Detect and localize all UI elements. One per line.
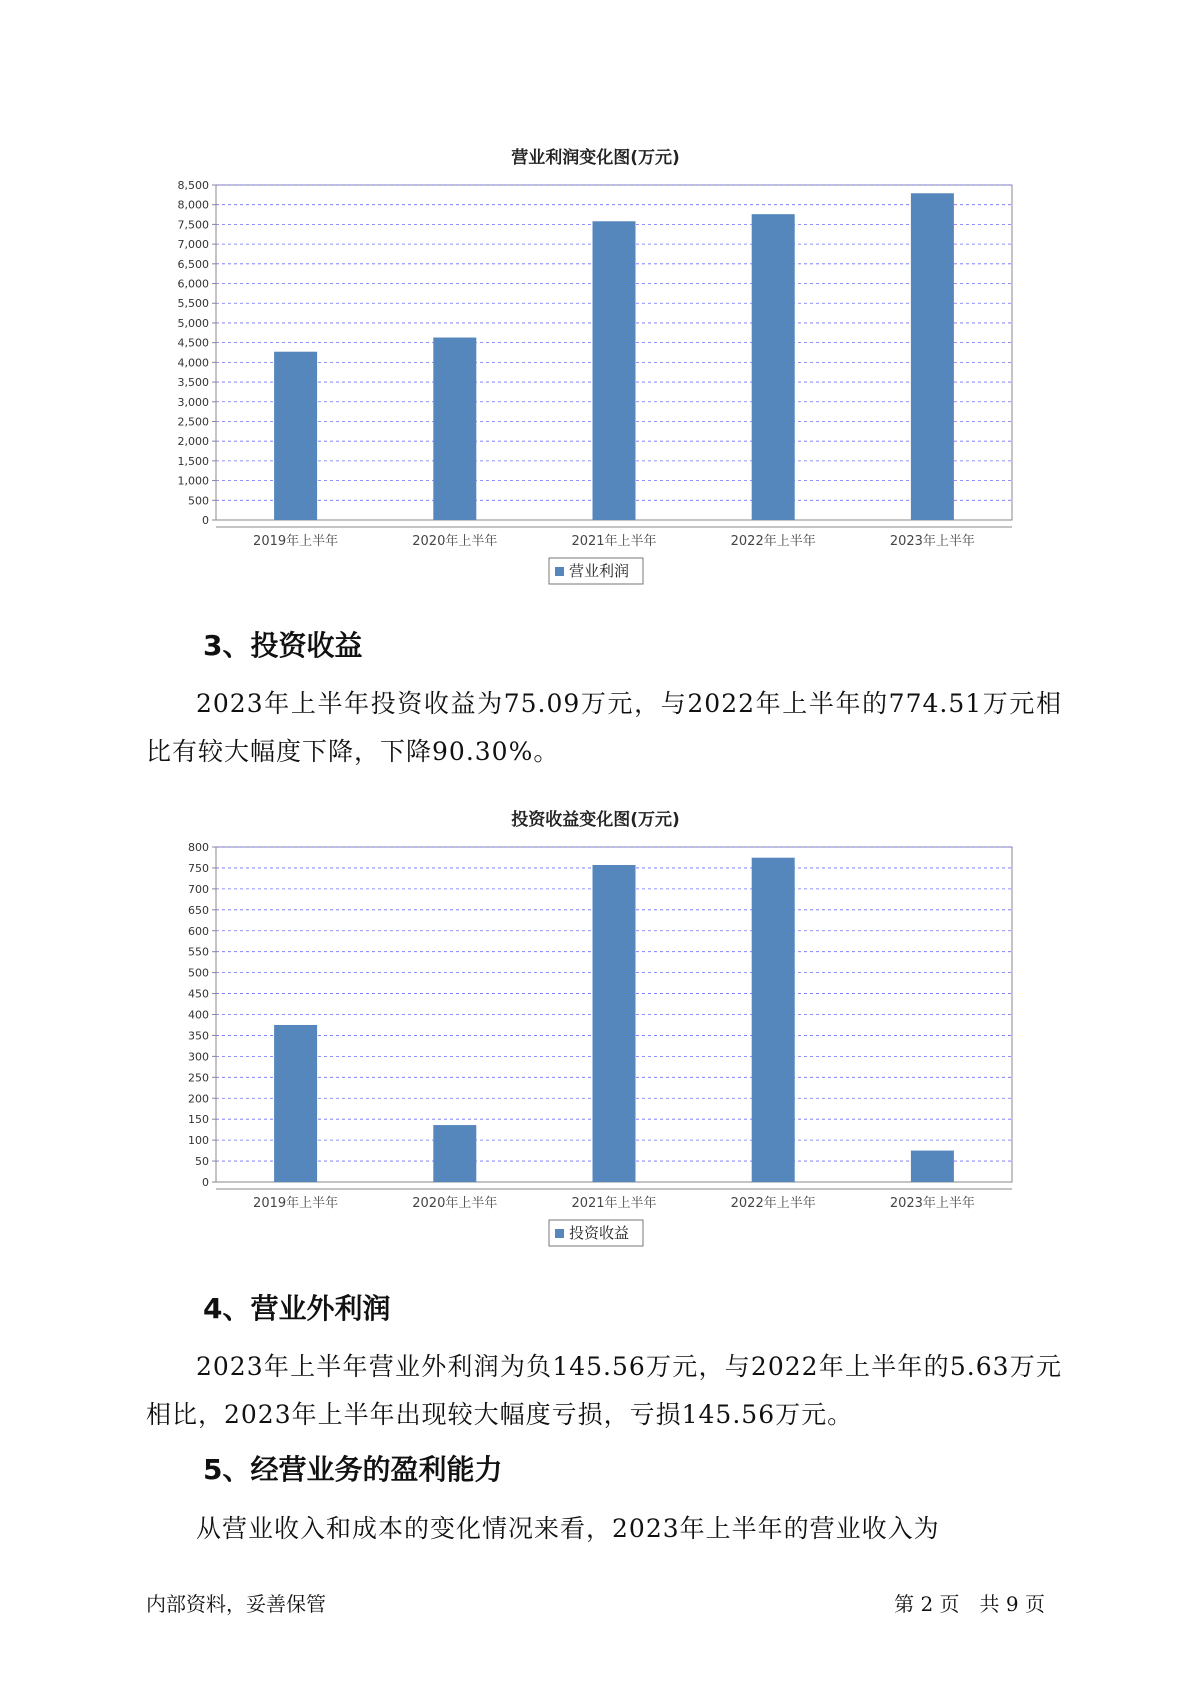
- y-tick-label: 3,000: [177, 395, 209, 409]
- y-tick-label: 350: [188, 1029, 209, 1043]
- legend-label: 营业利润: [569, 562, 630, 580]
- y-tick-label: 450: [188, 987, 209, 1001]
- y-tick-label: 8,500: [177, 179, 209, 192]
- y-tick-label: 3,500: [177, 376, 209, 390]
- y-tick-label: 2,500: [177, 415, 209, 429]
- x-tick-label: 2020年上半年: [412, 1196, 498, 1211]
- y-tick-label: 150: [188, 1113, 209, 1127]
- bar: [593, 865, 636, 1182]
- y-tick-label: 400: [188, 1008, 209, 1022]
- bar: [911, 1151, 954, 1182]
- bar: [752, 858, 795, 1182]
- y-tick-label: 250: [188, 1071, 209, 1085]
- section5-heading: 5、经营业务的盈利能力: [203, 1453, 503, 1486]
- bar: [433, 1125, 476, 1182]
- y-tick-label: 300: [188, 1050, 209, 1064]
- y-tick-label: 4,500: [177, 336, 209, 350]
- bar: [274, 1025, 317, 1182]
- bar: [593, 221, 636, 520]
- bar: [752, 214, 795, 520]
- x-tick-label: 2021年上半年: [571, 1196, 657, 1211]
- y-tick-label: 100: [188, 1134, 209, 1148]
- y-tick-label: 800: [188, 841, 209, 854]
- y-tick-label: 1,500: [177, 454, 209, 468]
- y-tick-label: 550: [188, 945, 209, 959]
- bar: [433, 338, 476, 520]
- section3-paragraph: 2023年上半年投资收益为75.09万元，与2022年上半年的774.51万元相比有较大幅度下降，下降90.30%。: [146, 689, 1062, 766]
- y-tick-label: 750: [188, 861, 209, 875]
- y-tick-label: 500: [188, 966, 209, 980]
- investment-income-chart: [0, 832, 1191, 1252]
- x-tick-label: 2019年上半年: [253, 1196, 339, 1211]
- y-tick-label: 6,500: [177, 257, 209, 271]
- section3-heading: 3、投资收益: [203, 629, 363, 662]
- y-tick-label: 7,500: [177, 218, 209, 232]
- legend-swatch: [555, 1229, 564, 1238]
- chart2-title: 投资收益变化图(万元): [511, 810, 680, 830]
- x-tick-label: 2019年上半年: [253, 534, 339, 549]
- section4-paragraph: 2023年上半年营业外利润为负145.56万元，与2022年上半年的5.63万元相比，2023年上半年出现较大幅度亏损，亏损145.56万元。: [146, 1352, 1062, 1429]
- x-tick-label: 2022年上半年: [730, 534, 816, 549]
- y-tick-label: 5,500: [177, 297, 209, 311]
- y-tick-label: 0: [202, 1176, 209, 1189]
- y-tick-label: 0: [202, 514, 209, 527]
- legend-label: 投资收益: [569, 1224, 630, 1242]
- x-tick-label: 2023年上半年: [889, 1196, 975, 1211]
- y-tick-label: 7,000: [177, 238, 209, 252]
- y-tick-label: 8,000: [177, 198, 209, 212]
- footer-page-number: 第 2 页 共 9 页: [894, 1592, 1045, 1616]
- y-tick-label: 6,000: [177, 277, 209, 291]
- y-tick-label: 600: [188, 924, 209, 938]
- y-tick-label: 50: [195, 1155, 209, 1169]
- y-tick-label: 650: [188, 903, 209, 917]
- y-tick-label: 5,000: [177, 316, 209, 330]
- section4-heading: 4、营业外利润: [203, 1292, 391, 1325]
- operating-profit-chart: [0, 170, 1191, 590]
- y-tick-label: 700: [188, 882, 209, 896]
- y-tick-label: 2,000: [177, 435, 209, 449]
- x-tick-label: 2023年上半年: [889, 534, 975, 549]
- chart1-title: 营业利润变化图(万元): [511, 148, 680, 168]
- footer-confidential: 内部资料，妥善保管: [146, 1592, 326, 1616]
- x-tick-label: 2021年上半年: [571, 534, 657, 549]
- y-tick-label: 500: [188, 494, 209, 508]
- y-tick-label: 200: [188, 1092, 209, 1106]
- bar: [274, 352, 317, 520]
- legend-swatch: [555, 567, 564, 576]
- section5-paragraph: 从营业收入和成本的变化情况来看，2023年上半年的营业收入为: [196, 1514, 940, 1543]
- x-tick-label: 2020年上半年: [412, 534, 498, 549]
- x-tick-label: 2022年上半年: [730, 1196, 816, 1211]
- y-tick-label: 1,000: [177, 474, 209, 488]
- bar: [911, 193, 954, 520]
- y-tick-label: 4,000: [177, 356, 209, 370]
